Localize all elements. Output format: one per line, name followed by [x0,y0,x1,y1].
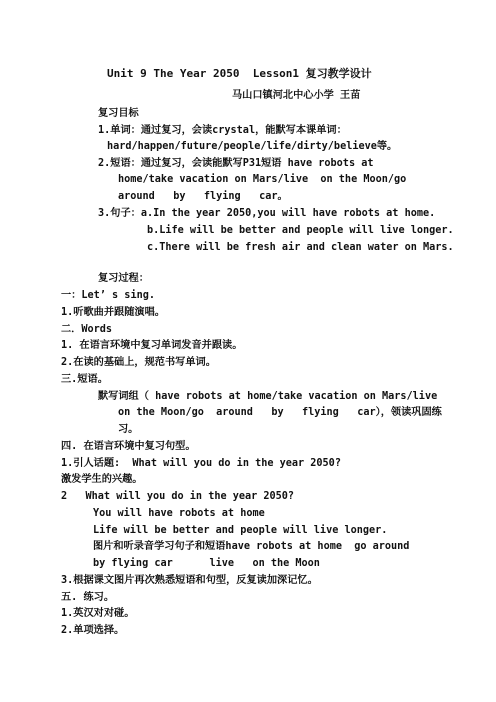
objectives-heading: 复习目标 [98,108,139,119]
section-4-item-2-sentence-b: Life will be better and people will live longer. [93,525,388,536]
objective-3-sentence-a: 3.句子：a.In the year 2050,you will have robots at home. [98,208,436,219]
section-2-item-2: 2.在读的基础上，规范书写单词。 [61,357,216,368]
section-4-item-1: 1.引人话题: What will you do in the year 2050? [61,458,341,469]
section-1-heading: 一：Let’ s sing. [61,290,155,301]
objective-2-line-3: around by flying car。 [118,191,288,202]
objective-1-line-2: hard/happen/future/people/life/dirty/believe等。 [107,141,398,152]
section-5-heading: 五. 练习。 [61,592,115,603]
objective-3-sentence-b: b.Life will be better and people will live longer. [147,225,454,236]
section-4-item-1-note: 激发学生的兴趣。 [61,474,143,485]
section-5-item-1: 1.英汉对对碰。 [61,608,135,619]
section-4-item-2-sentence-a: You will have robots at home [93,508,265,519]
section-4-item-2-phrases-cont: by flying car live on the Moon [93,558,320,569]
process-heading: 复习过程： [98,273,149,284]
objective-2-line-2: home/take vacation on Mars/live on the Moon/go [118,174,407,185]
section-4-item-2: 2 What will you do in the year 2050? [61,491,295,502]
section-4-item-2-phrases: 图片和听录音学习句子和短语have robots at home go around [93,541,410,552]
section-2-heading: 二．Words [61,324,113,335]
section-1-item-1: 1.听歌曲并跟随演唱。 [61,307,165,318]
section-4-heading: 四. 在语言环境中复习句型。 [61,441,196,452]
section-3-heading: 三.短语。 [61,374,108,385]
section-3-line-2: on the Moon/go around by flying car），领读巩固练 [118,407,442,418]
document-title: Unit 9 The Year 2050 Lesson1 复习教学设计 [107,67,372,80]
objective-1-line-1: 1.单词：通过复习，会读crystal，能默写本课单词： [98,125,347,136]
section-5-item-2: 2.单项选择。 [61,625,125,636]
objective-3-sentence-c: c.There will be fresh air and clean water on Mars. [147,242,454,253]
author-line: 马山口镇河北中心小学 王苗 [232,90,361,101]
section-3-line-1: 默写词组（ have robots at home/take vacation on Mars/live [98,391,438,402]
objective-2-line-1: 2.短语：通过复习，会读能默写P31短语 have robots at [98,158,374,169]
section-3-line-3: 习。 [118,424,139,435]
section-4-item-3: 3.根据课文图片再次熟悉短语和句型，反复读加深记忆。 [61,575,318,586]
section-2-item-1: 1. 在语言环境中复习单词发音并跟读。 [61,340,243,351]
